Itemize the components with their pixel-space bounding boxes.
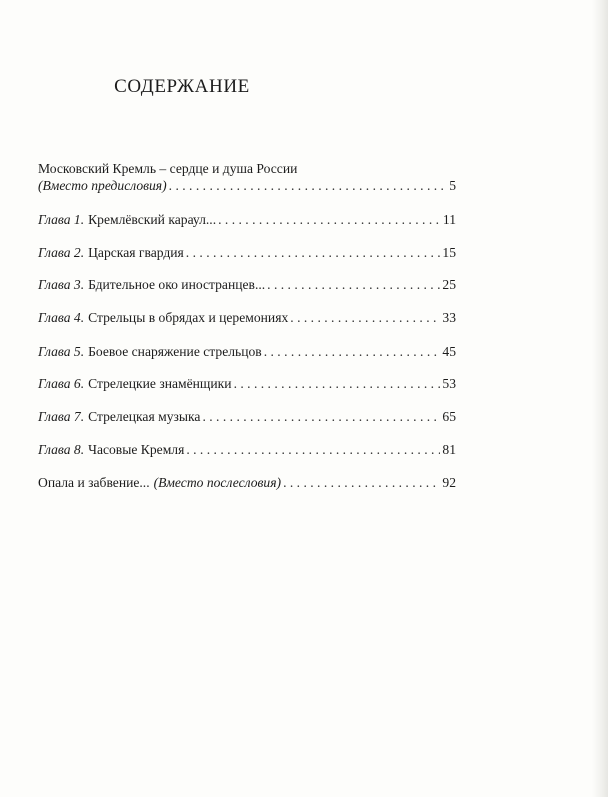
page-number: 45 [442,344,456,359]
page-title: СОДЕРЖАНИЕ [114,76,250,97]
chapter-title: Боевое снаряжение стрельцов [88,344,262,359]
chapter-prefix: Глава 8. [38,442,85,457]
page-number: 81 [442,442,456,457]
toc-entry-chapter-8[interactable] [38,441,456,458]
chapter-title: Часовые Кремля [88,442,185,457]
chapter-prefix: Глава 3. [38,277,85,292]
dot-leader [186,244,441,261]
chapter-title: Царская гвардия [88,245,184,260]
toc-entry-chapter-7[interactable] [38,408,456,425]
chapter-title: Бдительное око иностранцев... [88,277,266,292]
outro-title: Опала и забвение... [38,475,150,490]
chapter-prefix: Глава 2. [38,245,85,260]
chapter-title: Кремлёвский караул... [88,212,217,227]
dot-leader [234,375,441,392]
page-number: 5 [449,178,456,193]
intro-title-line [38,160,456,177]
page-edge [592,0,608,797]
chapter-prefix: Глава 1. [38,212,85,227]
page-number: 65 [442,409,456,424]
chapter-prefix: Глава 7. [38,409,85,424]
toc-entry-chapter-1[interactable] [38,211,456,228]
chapter-title: Стрелецкие знамёнщики [88,376,232,391]
chapter-prefix: Глава 5. [38,344,85,359]
dot-leader [264,343,441,360]
page-number: 11 [442,212,456,227]
chapter-title: Стрелецкая музыка [88,409,201,424]
page-number: 33 [442,310,456,325]
toc-entry-chapter-5[interactable] [38,343,456,360]
page-number: 92 [442,475,456,490]
chapter-prefix: Глава 6. [38,376,85,391]
toc-entry-intro[interactable] [38,160,456,194]
dot-leader [283,474,440,491]
intro-title: Московский Кремль – сердце и душа России [38,161,298,176]
dot-leader [218,211,441,228]
intro-subtitle-line [38,177,456,194]
chapter-prefix: Глава 4. [38,310,85,325]
outro-note: (Вместо послесловия) [153,475,282,490]
chapter-title: Стрельцы в обрядах и церемониях [88,310,289,325]
dot-leader [267,276,440,293]
toc-entry-outro[interactable] [38,474,456,491]
dot-leader [290,309,440,326]
dot-leader [186,441,440,458]
page-number: 25 [442,277,456,292]
toc-entry-chapter-2[interactable] [38,244,456,261]
page-number: 15 [442,245,456,260]
intro-subtitle: (Вместо предисловия) [38,178,167,193]
dot-leader [202,408,440,425]
toc-entry-chapter-3[interactable] [38,276,456,293]
toc-entry-chapter-6[interactable] [38,375,456,392]
dot-leader [169,177,448,194]
toc-entry-chapter-4[interactable] [38,309,456,326]
page-number: 53 [442,376,456,391]
